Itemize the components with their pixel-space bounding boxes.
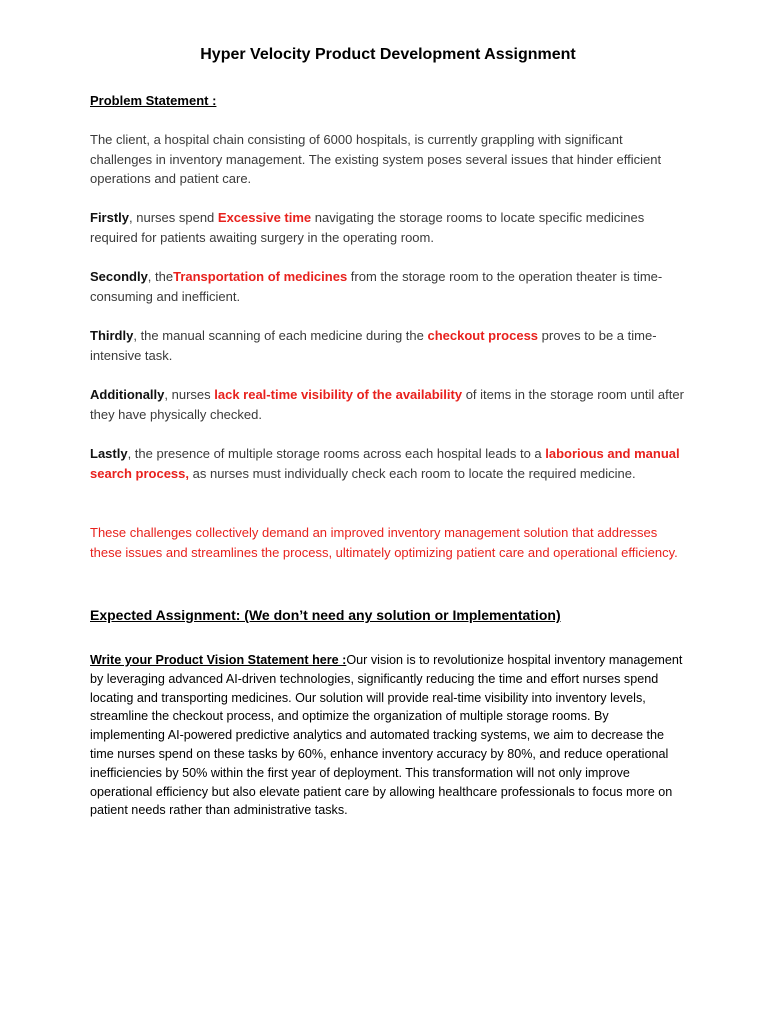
paragraph-text: , the manual scanning of each medicine during the <box>133 328 428 343</box>
paragraph-lead: Firstly <box>90 210 130 225</box>
paragraph-text: as nurses must individually check each room to locate the required medicine. <box>189 465 636 481</box>
expected-assignment-heading: Expected Assignment: (We don’t need any solution or Implementation) <box>90 607 561 623</box>
highlight-text: Transportation of medicines <box>173 269 348 284</box>
vision-statement-paragraph <box>90 651 686 820</box>
paragraph-text: , the <box>147 269 174 284</box>
paragraph-text: , nurses spend <box>129 210 218 225</box>
problem-statement-heading: Problem Statement : <box>90 93 217 108</box>
paragraph-lead: Lastly <box>90 446 128 461</box>
vision-statement-label: Write your Product Vision Statement here : <box>90 653 347 667</box>
secondly-paragraph <box>90 267 686 306</box>
highlight-text: checkout process <box>427 328 539 343</box>
highlight-text: Excessive time <box>217 210 312 225</box>
paragraph-text: from the storage room to the operation theater is time-consuming and inefficient. <box>90 269 663 304</box>
vision-statement-text: Our vision is to revolutionize hospital inventory management by leveraging advanced AI-driven technologies, significantly reducing the time and effort nurses spend locating and transporting medicines. Our solution will provide real-time visibility into inventory levels, streamline the checkout process, and optimize the organization of multiple storage rooms. By implementing AI-powered predictive analytics and automated tracking systems, we aim to decrease the time nurses spend on these tasks by 60%, enhance inventory accuracy by 80%, and reduce operational inefficiencies by 50% within the first year of deployment. This transformation will not only improve operational efficiency but also elevate patient care by allowing healthcare professionals to focus more on patient needs rather than administrative tasks. <box>90 653 683 818</box>
thirdly-paragraph <box>90 326 686 365</box>
intro-paragraph: The client, a hospital chain consisting of 6000 hospitals, is currently grappling with significant challenges in inventory management. The existing system poses several issues that hinder efficient operations and patient care. <box>90 132 662 186</box>
highlight-text: laborious and manual search process, <box>90 446 680 481</box>
paragraph-text: , the presence of multiple storage rooms across each hospital leads to a <box>127 446 546 461</box>
paragraph-lead: Thirdly <box>90 328 134 343</box>
paragraph-text: , nurses <box>164 387 215 402</box>
paragraph-lead: Additionally <box>90 387 165 402</box>
firstly-paragraph <box>90 208 686 247</box>
conclusion-paragraph: These challenges collectively demand an improved inventory management solution that addresses these issues and streamlines the process, ultimately optimizing patient care and operational efficiency. <box>90 525 678 560</box>
paragraph-text: navigating the storage rooms to locate specific medicines required for patients awaiting surgery in the operating room. <box>90 210 645 245</box>
additionally-paragraph <box>90 385 686 424</box>
highlight-text: lack real-time visibility of the availability <box>214 387 463 402</box>
lastly-paragraph <box>90 444 686 483</box>
document-title: Hyper Velocity Product Development Assignment <box>200 46 576 63</box>
paragraph-text: proves to be a time-intensive task. <box>90 328 657 363</box>
paragraph-lead: Secondly <box>90 269 148 284</box>
paragraph-text: of items in the storage room until after they have physically checked. <box>90 387 684 422</box>
